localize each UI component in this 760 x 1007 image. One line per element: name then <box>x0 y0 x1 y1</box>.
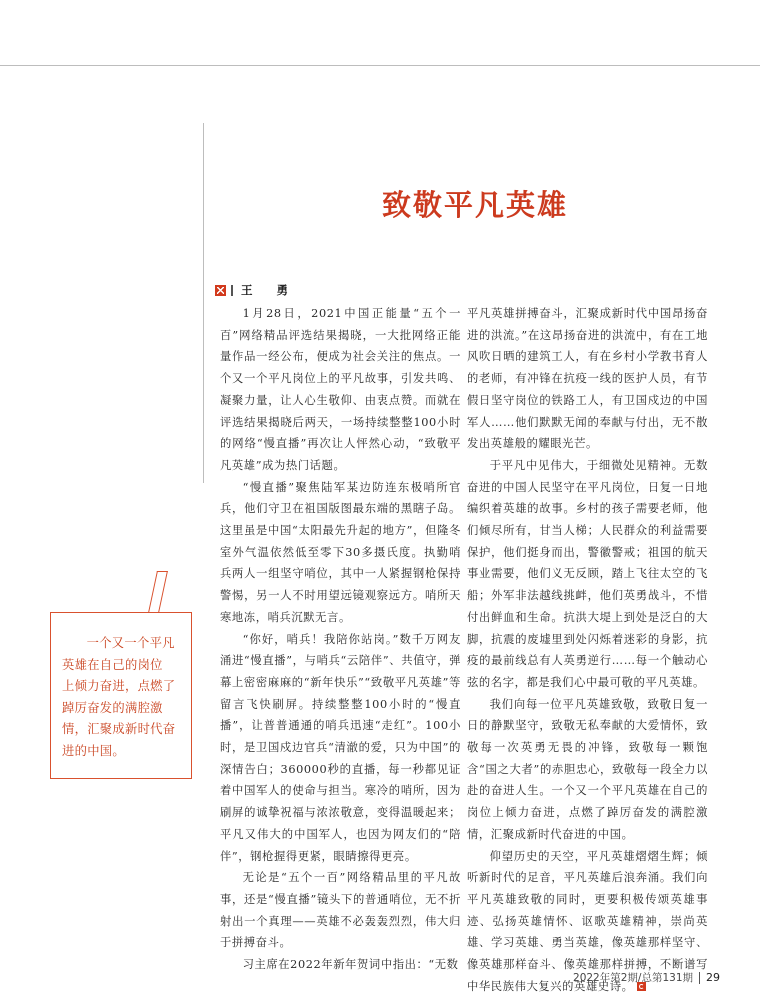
article-column-left <box>220 303 461 976</box>
footer-divider <box>699 972 700 984</box>
issue-info: 2022年第2期/总第131期 <box>573 972 693 984</box>
paragraph: 习主席在2022年新年贺词中指出：“无数 <box>242 958 459 972</box>
pull-quote-tab <box>148 571 168 613</box>
pull-quote-line: 英雄在自己的岗位 <box>62 657 163 672</box>
page-number: 29 <box>706 971 720 984</box>
pull-quote-line: 进的中国。 <box>62 743 125 758</box>
pull-quote-line: 踔厉奋发的满腔激 <box>62 700 163 715</box>
paragraph: “慢直播”聚焦陆军某边防连东极哨所官兵，他们守卫在祖国版图最东端的黑瞎子岛。这里虽是中国“太阳最先升起的地方”，但隆冬室外气温依然低至零下30多摄氏度。执勤哨兵两人一组坚守哨位，其中一人紧握钢枪保持警惕，另一人不时用望远镜观察远方。哨所天寒地冻，哨兵沉默无言。 <box>220 480 461 624</box>
paragraph: 我们向每一位平凡英雄致敬，致敬日复一日的静默坚守，致敬无私奉献的大爱情怀，致敬每一次英勇无畏的冲锋，致敬每一颗饱含“国之大者”的赤胆忠心，致敬每一段全力以赴的奋进人生。一个又一个平凡英雄在自己的岗位上倾力奋进，点燃了踔厉奋发的满腔激情，汇聚成新时代奋进的中国。 <box>467 697 708 841</box>
side-rule <box>203 123 204 483</box>
pull-quote-line: 一个又一个平凡 <box>86 636 175 650</box>
article-column-right <box>467 303 708 998</box>
paragraph: 于平凡中见伟大，于细微处见精神。无数奋进的中国人民坚守在平凡岗位，日复一日地编织着英雄的故事。乡村的孩子需要老师，他们倾尽所有，甘当人梯；人民群众的利益需要保护，他们挺身而出，警徽警戒；祖国的航天事业需要，他们义无反顾，踏上飞往太空的飞船；外军非法越线挑衅，他们英勇战斗，不惜付出鲜血和生命。抗洪大堤上到处是泛白的大脚，抗震的废墟里到处闪烁着迷彩的身影，抗疫的最前线总有人英勇逆行……每一个触动心弦的名字，都是我们心中最可敬的平凡英雄。 <box>467 458 708 689</box>
paragraph: 平凡英雄拼搏奋斗，汇聚成新时代中国昂扬奋进的洪流。”在这昂扬奋进的洪流中，有在工地风吹日晒的建筑工人，有在乡村小学教书育人的老师，有冲锋在抗疫一线的医护人员，有节假日坚守岗位的铁路工人，有卫国戍边的中国军人……他们默默无闻的奉献与付出，无不散发出英雄般的耀眼光芒。 <box>467 307 708 451</box>
author-name: 王 勇 <box>241 283 299 297</box>
page-footer <box>573 970 720 985</box>
byline-divider <box>231 285 233 296</box>
paragraph: 无论是“五个一百”网络精品里的平凡故事，还是“慢直播”镜头下的普通哨位，无不折射出一个真理——英雄不必轰轰烈烈，伟大归于拼搏奋斗。 <box>220 871 461 950</box>
byline <box>215 283 298 297</box>
pull-quote-line: 情，汇聚成新时代奋 <box>62 722 176 736</box>
pull-quote <box>62 633 190 762</box>
author-mark-icon <box>215 285 226 296</box>
paragraph: 1月28日，2021中国正能量“五个一百”网络精品评选结果揭晓，一大批网络正能量作品一经公布，便成为社会关注的焦点。一个又一个平凡岗位上的平凡故事，引发共鸣、凝聚力量，让人心生敬仰、由衷点赞。而就在评选结果揭晓后两天，一场持续整整100小时的网络“慢直播”再次让人怦然心动，“致敬平凡英雄”成为热门话题。 <box>220 307 461 472</box>
top-rule <box>0 65 760 66</box>
pull-quote-line: 上倾力奋进，点燃了 <box>62 679 176 693</box>
article-title: 致敬平凡英雄 <box>381 188 568 222</box>
paragraph: “你好，哨兵！我陪你站岗。”数千万网友涌进“慢直播”，与哨兵“云陪伴”、共值守，弹幕上密密麻麻的“新年快乐”“致敬平凡英雄”等留言飞快刷屏。持续整整100小时的“慢直播”，让普普通通的哨兵迅速“走红”。100小时，是卫国戍边官兵“清澈的爱，只为中国”的深情告白；360000秒的直播，每一秒都见证着中国军人的使命与担当。寒冷的哨所，因为刷屏的诚挚祝福与浓浓敬意，变得温暖起来；平凡又伟大的中国军人，也因为网友们的“陪伴”，钢枪握得更紧，眼睛擦得更亮。 <box>220 632 461 863</box>
paragraph-text: 仰望历史的天空，平凡英雄熠熠生辉；倾听新时代的足音，平凡英雄后浪奔涌。我们向平凡英雄致敬的同时，更要积极传颂英雄事迹、弘扬英雄情怀、讴歌英雄精神，崇尚英雄、学习英雄、勇当英雄，像英雄那样坚守、像英雄那样奋斗、像英雄那样拼搏，不断谱写中华民族伟大复兴的英雄史诗。 <box>467 849 708 993</box>
